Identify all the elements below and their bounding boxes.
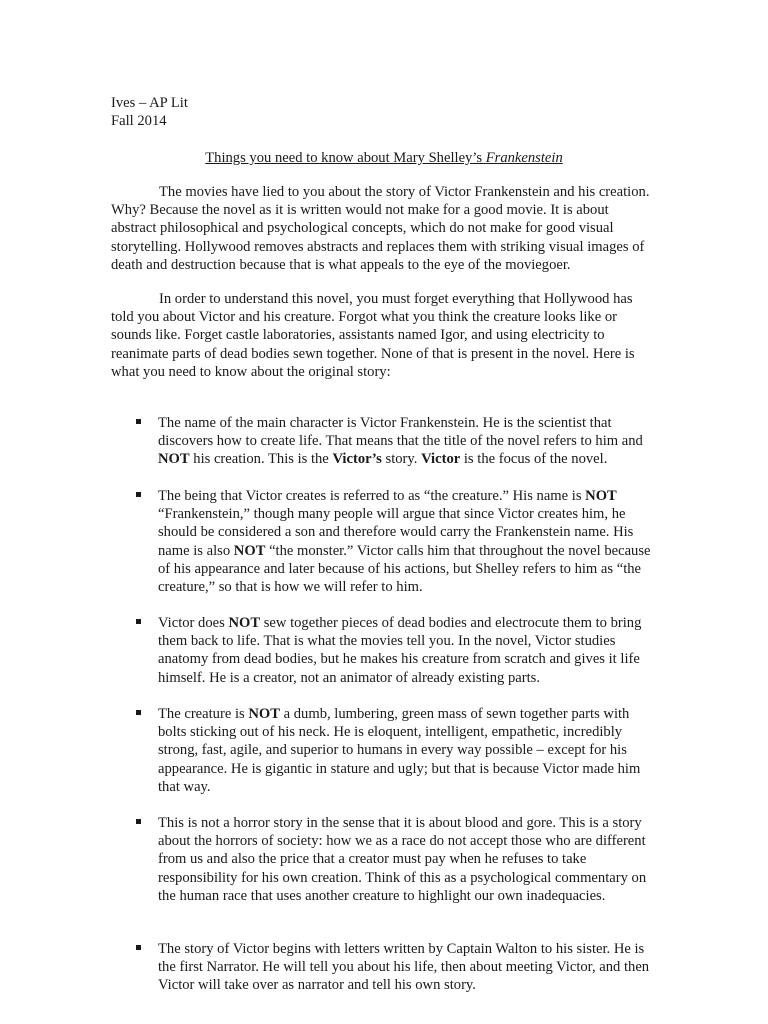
title-main: Things you need to know about Mary Shelley’s <box>205 150 486 166</box>
header-term: Fall 2014 <box>111 113 167 130</box>
bullet-square-icon <box>136 419 141 424</box>
bullet-square-icon <box>136 492 141 497</box>
bold-run: NOT <box>228 615 261 631</box>
bold-run: NOT <box>158 451 190 468</box>
list-item-text <box>158 614 658 687</box>
text-run: his creation. This is the <box>189 451 333 468</box>
document-header <box>111 94 188 130</box>
text-run: The story of Victor begins with letters written by Captain Walton to his sister. He is the first Narrator. He will tell you about his life, then about meeting Victor, and then Victor will take over as narrator and tell his own story. <box>158 941 650 994</box>
header-course: Ives – AP Lit <box>111 95 188 111</box>
second-paragraph: In order to understand this novel, you must forget everything that Hollywood has told you about Victor and his creature. Forgot what you think the creature looks like or sounds like. Forget castle laboratories, assistants named Igor, and using electricity to reanimate parts of dead bodies sewn together. None of that is present in the novel. Here is what you need to know about the original story: <box>111 291 635 380</box>
bold-run: NOT <box>585 488 617 504</box>
text-run: is the focus of the novel. <box>460 451 608 468</box>
text-run: The name of the main character is Victor Frankenstein. He is the scientist that discovers how to create life. That means that the title of the novel refers to him and <box>158 415 643 450</box>
bullet-square-icon <box>136 619 141 624</box>
text-run: story. <box>381 451 422 468</box>
text-run: “the monster.” Victor calls him that throughout the novel because of his appearance and later because of his actions, but Shelley refers to him as “the creature,” so that is how we will refer to him. <box>158 542 651 596</box>
bullet-square-icon <box>136 945 141 950</box>
text-run: “Frankenstein,” though many people will argue that since Victor creates him, he should be considered a son and therefore would carry the Frankenstein name. His name is also <box>158 506 634 559</box>
bold-run: Victor <box>421 451 461 468</box>
bold-run: Victor’s <box>332 451 382 468</box>
list-item-text <box>158 940 658 995</box>
bullet-square-icon <box>136 710 141 715</box>
list-item-text <box>158 487 658 596</box>
list-item-text <box>158 814 658 905</box>
bullet-square-icon <box>136 819 141 824</box>
bold-run: NOT <box>248 706 280 722</box>
title-text <box>205 150 563 166</box>
text-run: Victor does <box>158 615 229 631</box>
text-run: The being that Victor creates is referred to as “the creature.” His name is <box>158 488 586 504</box>
text-run: This is not a horror story in the sense that it is about blood and gore. This is a story about the horrors of society: how we as a race do not accept those who are different from us and also the price that a creator must pay when he refuses to take responsibility for his own creation. Think of this as a psychological commentary on the human race that uses another creature to highlight our own inadequacies. <box>158 815 647 904</box>
text-run: sew together pieces of dead bodies and electrocute them to bring them back to life. That is what the movies tell you. In the novel, Victor studies anatomy from dead bodies, but he makes his creature from scratch and gives it life himself. He is a creator, not an animator of already existing parts. <box>158 615 642 686</box>
intro-paragraph: The movies have lied to you about the story of Victor Frankenstein and his creation. Why? Because the novel as it is written would not make for a good movie. It is about abstract philosophical and psychological concepts, which do not make for good visual storytelling. Hollywood removes abstracts and replaces them with striking visual images of death and destruction because that is what appeals to the eye of the moviegoer. <box>111 184 650 273</box>
text-run: The creature is <box>158 706 249 722</box>
document-title <box>0 149 768 167</box>
title-italic: Frankenstein <box>485 150 563 166</box>
text-run: a dumb, lumbering, green mass of sewn together parts with bolts sticking out of his neck. He is eloquent, intelligent, empathetic, incredibly strong, fast, agile, and superior to humans in every way possible – except for his appearance. He is gigantic in stature and ugly; but that is because Victor made him that way. <box>158 706 641 795</box>
list-item-text <box>158 705 658 796</box>
list-item-text <box>158 414 658 469</box>
bold-run: NOT <box>233 542 266 559</box>
